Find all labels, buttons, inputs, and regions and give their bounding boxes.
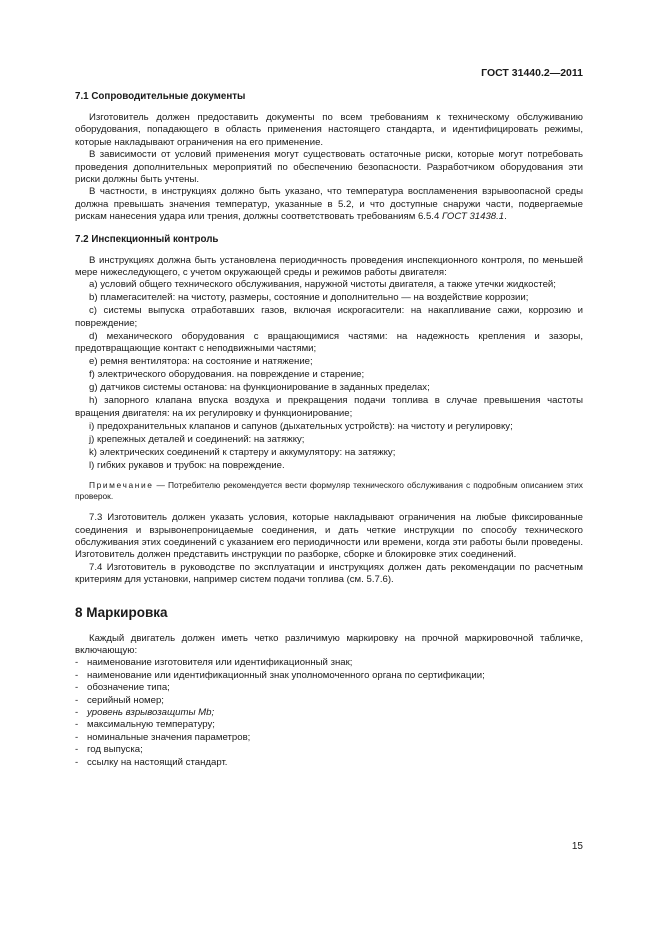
list-item: g) датчиков системы останова: на функционирование в заданных пределах; [89,382,430,394]
dash-bullet: - [75,694,79,706]
list-item [75,732,583,744]
paragraph-text: В частности, в инструкциях должно быть указано, что температура воспламенения взрывоопасной среды должна превышать значения температур, указанные в 5.2, и что доступные снаружи части, подвергаемые рискам нанесения удара или трения, должны соответствовать требованиям 6.5.4 [75,186,583,223]
list-item [75,757,583,769]
standard-reference: ГОСТ 31438.1 [441,211,505,223]
dash-bullet: - [75,744,79,756]
list-item [75,695,583,707]
list-item [75,719,583,731]
list-item: h) запорного клапана впуска воздуха и прекращения подачи топлива в случае превышения частоты вращения двигателя: на их регулировку и функционирование; [75,395,583,419]
list-item [75,657,583,669]
list-item: l) гибких рукавов и трубок: на повреждение. [89,459,285,471]
list-item: i) предохранительных клапанов и сапунов (дыхательных устройств): на чистоту и регулировку; [89,420,513,432]
list-item-text: год выпуска; [87,744,143,756]
dash-bullet: - [75,682,79,694]
list-item: e) ремня вентилятора: на состояние и натяжение; [89,356,313,368]
list-item-text: обозначение типа; [87,682,170,694]
note [75,480,583,502]
list-item [75,682,583,694]
section-7-2-title: 7.2 Инспекционный контроль [75,233,219,245]
list-item-text: наименование или идентификационный знак уполномоченного органа по сертификации; [87,669,485,681]
dash-bullet: - [75,669,79,681]
list-item: c) системы выпуска отработавших газов, включая искрогасители: на накапливание сажи, коррозию и повреждение; [75,305,583,329]
paragraph: Каждый двигатель должен иметь четко различимую маркировку на прочной маркировочной табличке, включающую: [75,632,583,656]
dash-bullet: - [75,706,79,718]
list-item: j) крепежных деталей и соединений: на затяжку; [89,433,305,445]
list-item-text: наименование изготовителя или идентификационный знак; [87,657,353,669]
list-item: d) механического оборудования с вращающимися частями: на надежность крепления и зазоры, предотвращающие контакт с неподвижными частями; [75,330,583,355]
paragraph-7-4: 7.4 Изготовитель в руководстве по эксплуатации и инструкциях должен дать рекомендации по расчетным критериям для установки, например систем подачи топлива (см. 5.7.6). [75,561,583,586]
note-label: Примечание [89,480,154,491]
marking-list [75,657,583,769]
list-item-text: серийный номер; [87,694,164,706]
paragraph-7-3: 7.3 Изготовитель должен указать условия, которые накладывают ограничения на любые фиксированные соединения и взрывонепроницаемые соединения, и дать четкие инструкции по способу технического обслуживания этих соединений с указанием его периодичности или времени, когда эти работы были проведены. Изготовитель должен представить инструкции по разборке, сборке и блокировке этих соединений. [75,512,583,561]
dash-bullet: - [75,657,79,669]
page-content [75,91,583,769]
dash-bullet: - [75,731,79,743]
paragraph: Изготовитель должен предоставить документы по всем требованиям к техническому обслуживанию оборудования, попадающего в область применения настоящего стандарта, и идентифицировать режимы, которые накладывают ограничения на его применение. [75,112,583,148]
list-item [75,707,583,719]
note-text: — Потребителю рекомендуется вести формуляр технического обслуживания с подробным описанием этих проверок. [75,480,583,502]
page-number: 15 [571,841,583,852]
list-item-text: ссылку на настоящий стандарт. [87,756,228,768]
list-item-text: максимальную температуру; [87,719,215,731]
dash-bullet: - [75,756,79,768]
list-item-text: номинальные значения параметров; [87,731,251,743]
list-item-text: уровень взрывозащиты Mb; [87,706,215,718]
list-item: a) условий общего технического обслуживания, наружной чистоты двигателя, а также утечки жидкостей; [89,279,556,291]
section-7-1-title: 7.1 Сопроводительные документы [75,91,246,102]
list-item: f) электрического оборудования. на повреждение и старение; [89,369,365,381]
list-item: b) пламегасителей: на чистоту, размеры, состояние и дополнительно — на воздействие коррозии; [89,292,529,304]
paragraph: В инструкциях должна быть установлена периодичность проведения инспекционного контроля, по меньшей мере нижеследующего, с учетом окружающей среды и режимов работы двигателя: [75,254,583,279]
inspection-list [75,279,583,472]
section-8-title: 8 Маркировка [75,604,168,620]
dash-bullet: - [75,719,79,731]
paragraph [75,186,583,223]
list-item [75,744,583,756]
list-item [75,670,583,682]
list-item: k) электрических соединений к стартеру и аккумулятору: на затяжку; [89,446,396,458]
document-code-header: ГОСТ 31440.2—2011 [481,67,583,79]
paragraph: В зависимости от условий применения могут существовать остаточные риски, которые могут потребовать проведения дополнительных мероприятий по обеспечению безопасности. Разработчиком оборудования эти риски должны быть учтены. [75,149,583,186]
period: . [504,211,507,223]
